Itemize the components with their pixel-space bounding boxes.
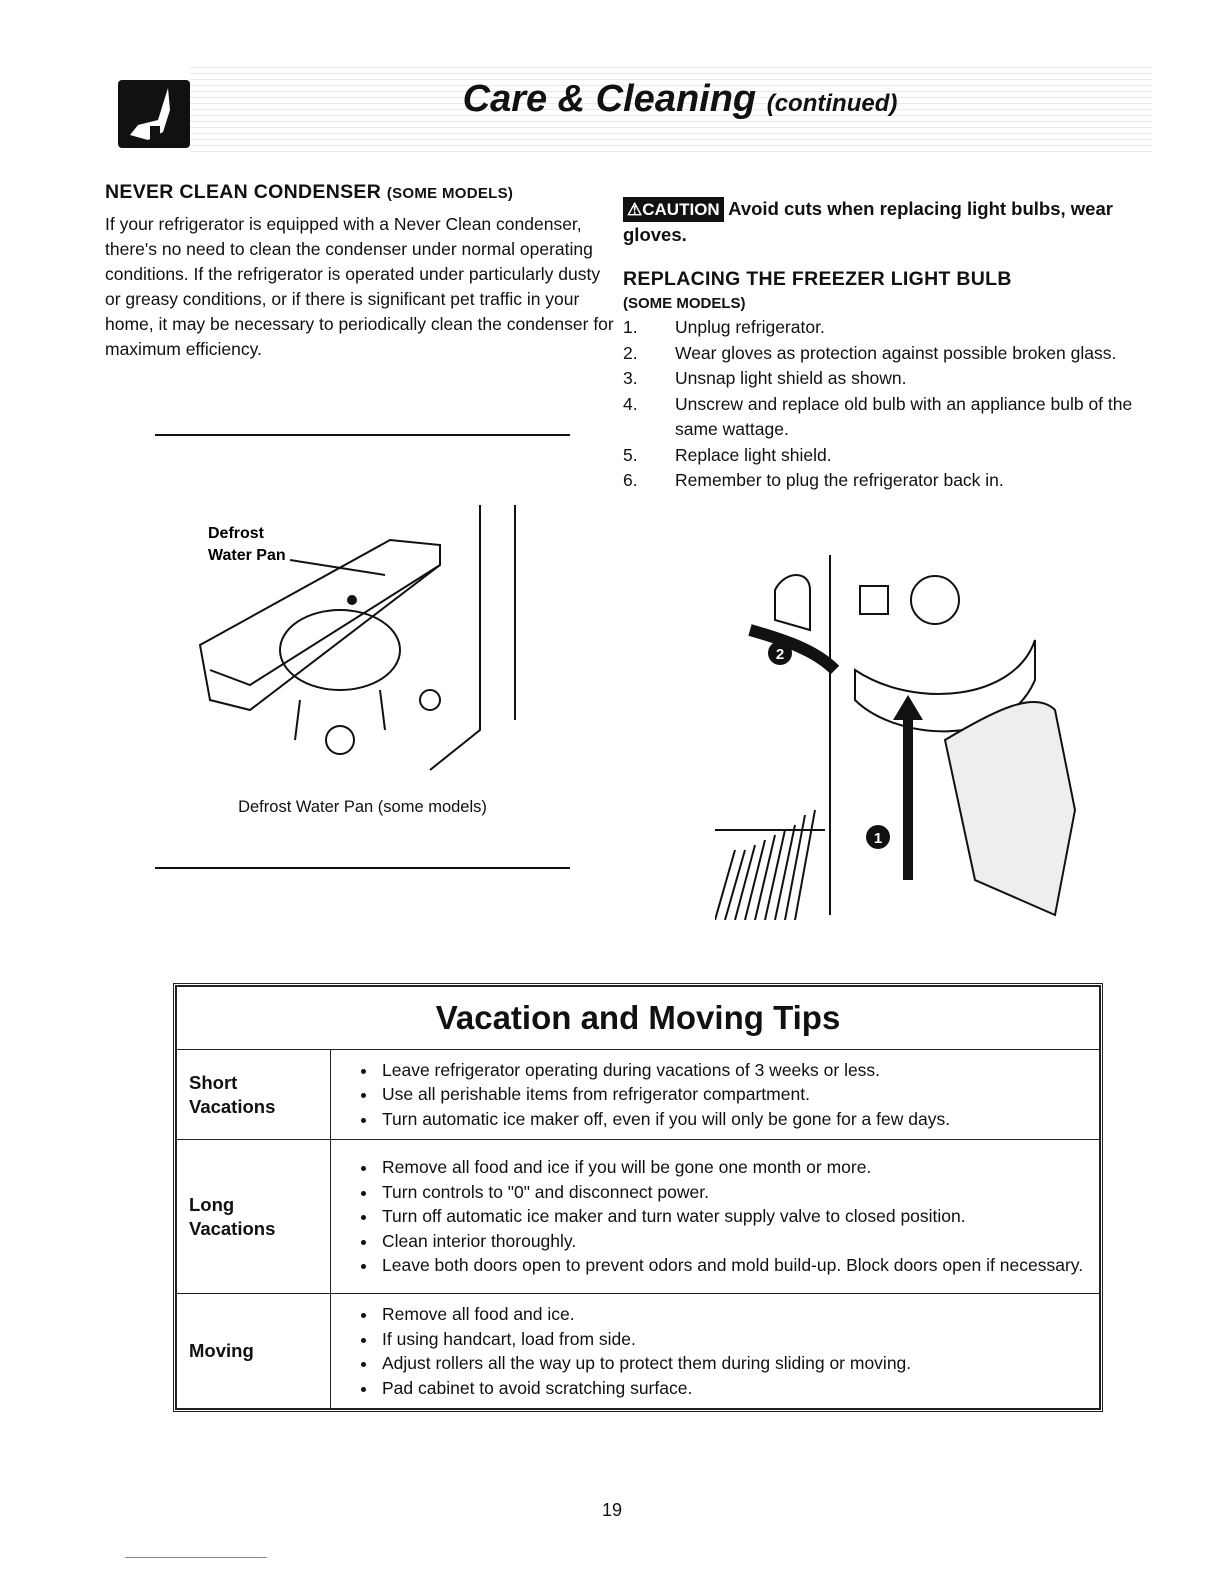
page-title: Care & Cleaning (continued) <box>462 78 898 120</box>
section-heading: REPLACING THE FREEZER LIGHT BULB <box>623 268 1012 290</box>
divider <box>155 434 570 436</box>
table-title: Vacation and Moving Tips <box>177 987 1100 1050</box>
row-label: Long Vacations <box>177 1140 331 1294</box>
figure-label: Defrost <box>208 525 265 542</box>
caution-notice <box>623 196 1153 247</box>
tip-item: • Leave refrigerator operating during vacations of 3 weeks or less. <box>378 1058 1098 1083</box>
table-row <box>177 1050 1100 1140</box>
tip-item: • Remove all food and ice. <box>378 1302 1098 1327</box>
cleaning-hand-icon <box>118 80 190 148</box>
section-heading: NEVER CLEAN CONDENSER (SOME MODELS) <box>105 181 514 203</box>
table-row <box>177 1294 1100 1409</box>
tip-item: • Pad cabinet to avoid scratching surface. <box>378 1376 1098 1401</box>
step-item: 4. Unscrew and replace old bulb with an appliance bulb of the same wattage. <box>623 393 1133 439</box>
tip-item: • If using handcart, load from side. <box>378 1327 1098 1352</box>
caution-badge: ⚠CAUTION <box>623 197 724 222</box>
row-label: Short Vacations <box>177 1050 331 1140</box>
never-clean-section <box>105 181 617 362</box>
figure-caption: Defrost Water Pan (some models) <box>238 798 487 816</box>
tip-item: • Use all perishable items from refrigerator compartment. <box>378 1082 1098 1107</box>
tip-item: • Turn automatic ice maker off, even if you will only be gone for a few days. <box>378 1107 1098 1132</box>
table-row <box>177 1140 1100 1294</box>
step-item: 6. Remember to plug the refrigerator back in. <box>623 470 1004 490</box>
step-item: 2. Wear gloves as protection against possible broken glass. <box>623 342 1117 363</box>
callout-2: 2 <box>775 646 785 663</box>
step-item: 1. Unplug refrigerator. <box>623 317 825 337</box>
row-label: Moving <box>177 1294 331 1409</box>
defrost-water-pan-illustration <box>180 500 550 790</box>
warning-icon: ⚠ <box>627 200 643 219</box>
footer-line <box>125 1557 267 1558</box>
tip-item: • Clean interior thoroughly. <box>378 1229 1098 1254</box>
section-paragraph: If your refrigerator is equipped with a Never Clean condenser, there's no need to clean the condenser under normal operating conditions. If the refrigerator is operated under particularly dusty or greasy conditions, or if there is significant pet traffic in your home, it may be necessary to periodically clean the condenser for maximum efficiency. <box>105 214 614 359</box>
divider <box>155 867 570 869</box>
light-bulb-section <box>623 268 1153 494</box>
page-number: 19 <box>601 1500 623 1520</box>
figure-label: Water Pan <box>208 547 286 564</box>
caution-text: Avoid cuts when replacing light bulbs, wear gloves. <box>623 198 1113 245</box>
vacation-moving-tips-table <box>173 983 1103 1412</box>
section-note: (SOME MODELS) <box>623 295 746 312</box>
tip-item: • Adjust rollers all the way up to protect them during sliding or moving. <box>378 1351 1098 1376</box>
tip-item: • Leave both doors open to prevent odors and mold build-up. Block doors open if necessary. <box>378 1253 1098 1278</box>
tip-item: • Remove all food and ice if you will be gone one month or more. <box>378 1155 1098 1180</box>
step-item: 5. Replace light shield. <box>623 444 832 465</box>
step-item: 3. Unsnap light shield as shown. <box>623 368 907 388</box>
callout-1: 1 <box>873 830 883 847</box>
tip-item: • Turn off automatic ice maker and turn water supply valve to closed position. <box>378 1204 1098 1229</box>
light-bulb-replacement-illustration <box>715 550 1080 920</box>
steps-list <box>623 315 1153 494</box>
tip-item: • Turn controls to "0" and disconnect power. <box>378 1180 1098 1205</box>
